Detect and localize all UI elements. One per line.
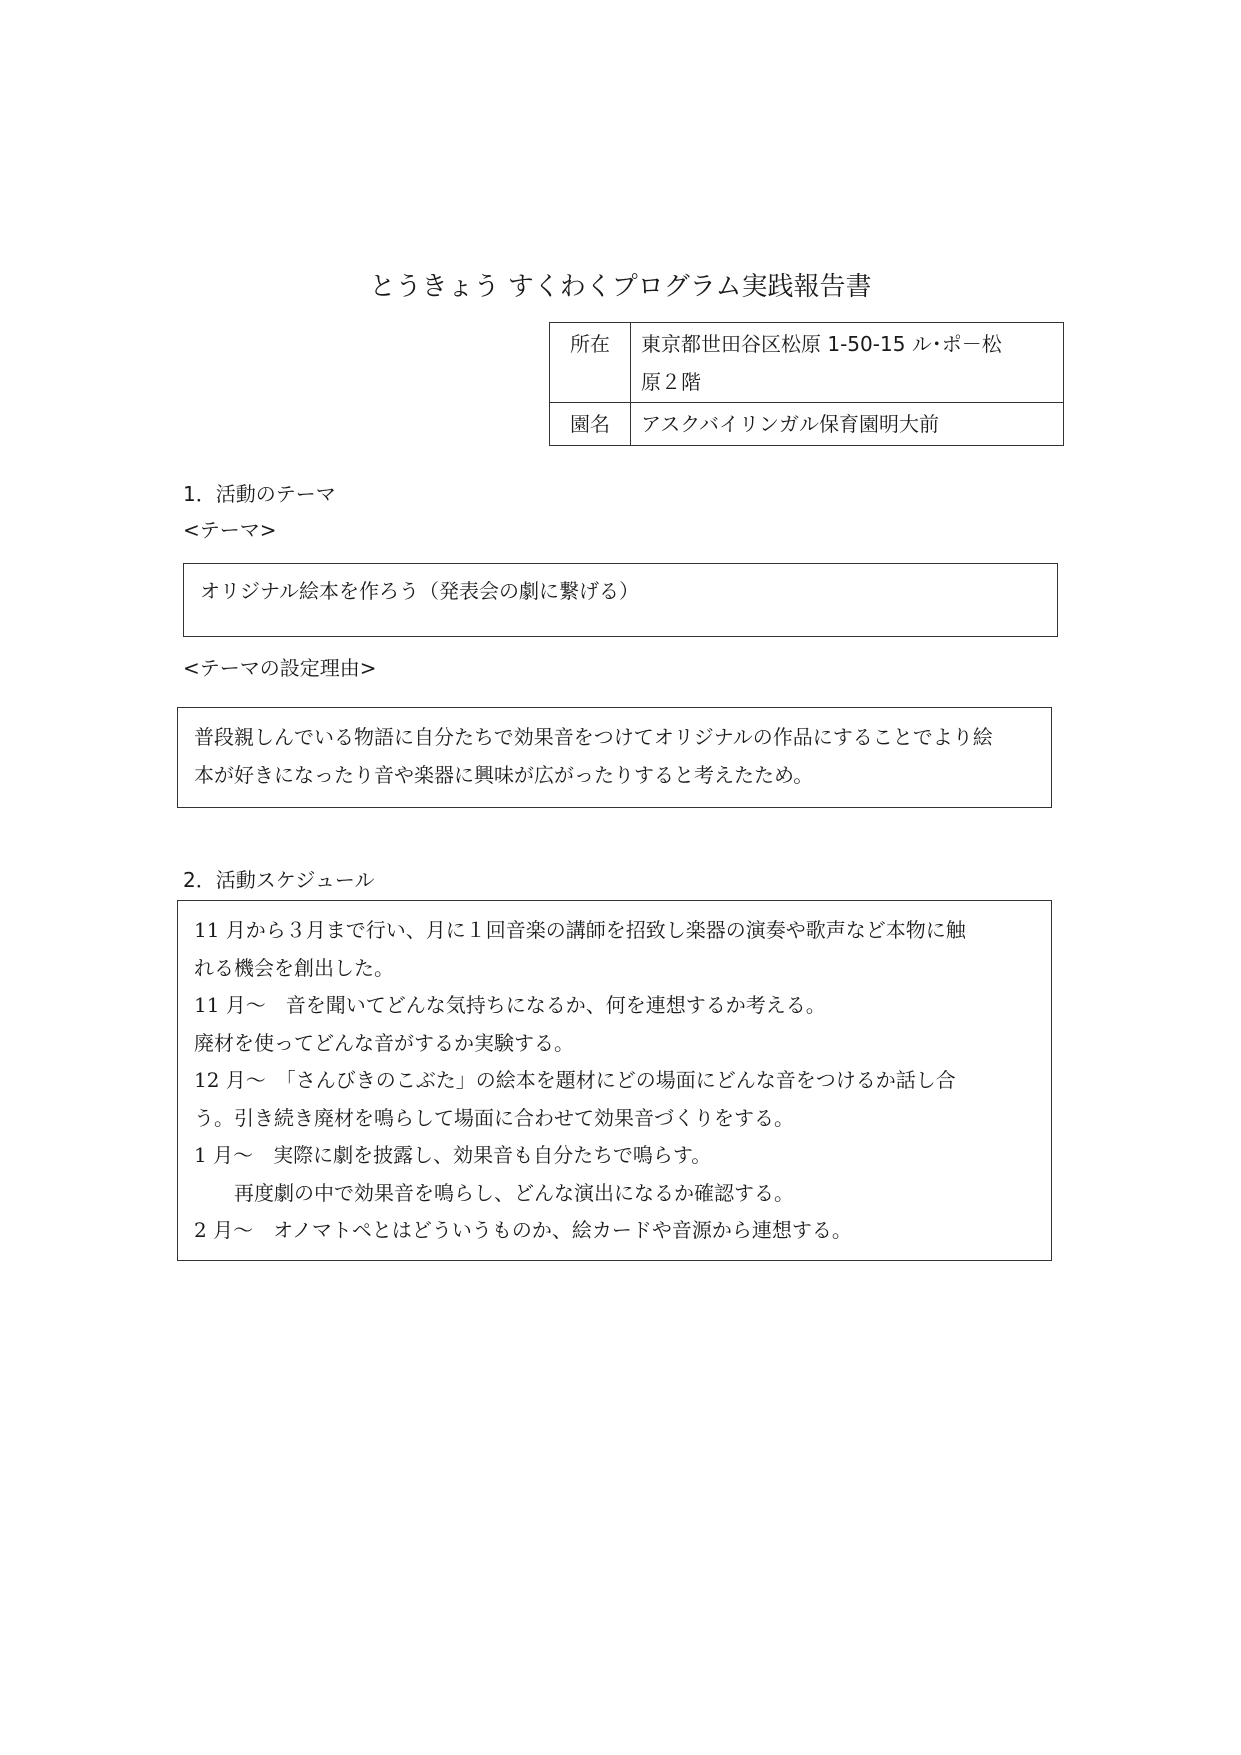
- section2-heading: 2．活動スケジュール: [183, 868, 375, 892]
- theme-text: オリジナル絵本を作ろう（発表会の劇に繋げる）: [200, 579, 639, 603]
- location-value: [631, 323, 1064, 403]
- section1-heading: 1．活動のテーマ: [183, 482, 336, 506]
- schedule-box: [177, 900, 1052, 1261]
- location-line-2: 原２階: [641, 370, 701, 394]
- schedule-line: 11 月～ 音を聞いてどんな気持ちになるか、何を連想するか考える。: [194, 993, 826, 1017]
- schedule-line: う。引き続き廃材を鳴らして場面に合わせて効果音づくりをする。: [194, 1105, 794, 1130]
- reason-line: 本が好きになったり音や楽器に興味が広がったりすると考えたため。: [194, 762, 814, 787]
- theme-box: [183, 563, 1058, 637]
- name-label: 園名: [550, 403, 631, 446]
- schedule-line: 廃材を使ってどんな音がするか実験する。: [194, 1030, 574, 1055]
- name-value: アスクバイリンガル保育園明大前: [631, 403, 1064, 446]
- schedule-line: れる機会を創出した。: [194, 955, 394, 980]
- reason-label: <テーマの設定理由>: [183, 656, 377, 680]
- theme-label: <テーマ>: [183, 518, 277, 542]
- schedule-line: 1 月～ 実際に劇を披露し、効果音も自分たちで鳴らす。: [194, 1143, 712, 1167]
- schedule-line: 再度劇の中で効果音を鳴らし、どんな演出になるか確認する。: [194, 1180, 794, 1205]
- schedule-line: 11 月から３月まで行い、月に１回音楽の講師を招致し楽器の演奏や歌声など本物に触: [194, 918, 966, 942]
- info-table: [549, 322, 1064, 446]
- location-label: 所在: [550, 323, 631, 403]
- location-line-1: 東京都世田谷区松原 1-50-15 ル･ポ－松: [641, 332, 1002, 356]
- schedule-line: 2 月～ オノマトペとはどういうものか、絵カードや音源から連想する。: [194, 1218, 852, 1242]
- schedule-line: 12 月～ 「さんびきのこぶた」の絵本を題材にどの場面にどんな音をつけるか話し合: [194, 1068, 956, 1092]
- info-row-name: [550, 403, 1064, 446]
- reason-box: [177, 707, 1052, 808]
- reason-line: 普段親しんでいる物語に自分たちで効果音をつけてオリジナルの作品にすることでより絵: [194, 725, 993, 749]
- info-row-location: [550, 323, 1064, 403]
- document-title: とうきょう すくわくプログラム実践報告書: [369, 272, 872, 302]
